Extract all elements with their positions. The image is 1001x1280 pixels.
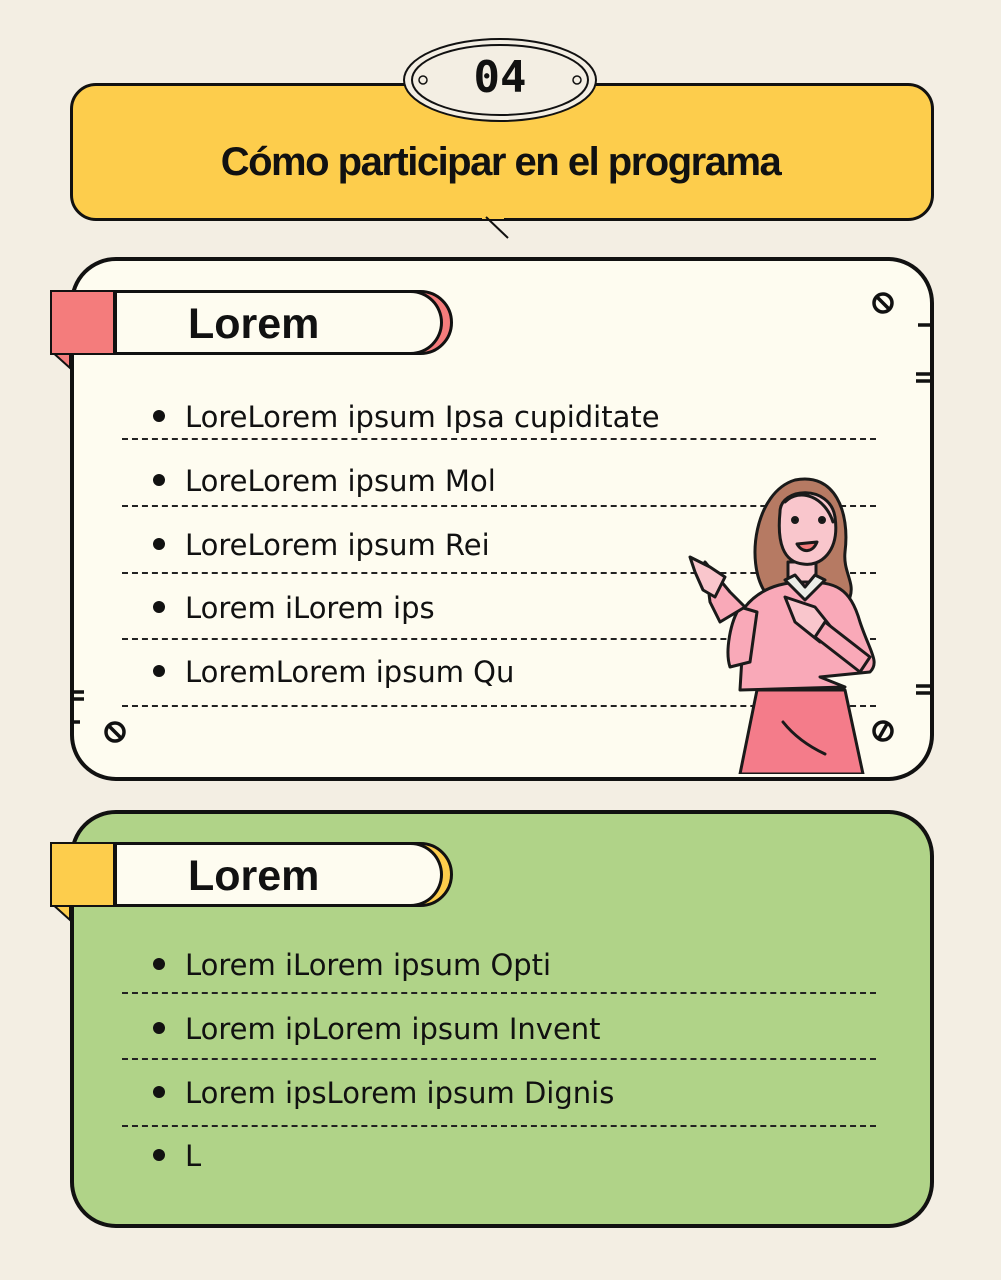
list-item: LoremLorem ipsum Qu xyxy=(153,652,514,692)
divider xyxy=(122,1058,876,1060)
page-title: Cómo participar en el programa xyxy=(220,140,781,184)
tab-marker xyxy=(50,842,115,907)
list-item: Lorem ipLorem ipsum Invent xyxy=(153,1009,601,1049)
list-item: Lorem iLorem ips xyxy=(153,588,435,628)
list-item: LoreLorem ipsum Rei xyxy=(153,525,490,565)
list-item: L xyxy=(153,1136,201,1176)
list-item: LoreLorem ipsum Ipsa cupiditate xyxy=(153,397,660,437)
divider xyxy=(122,992,876,994)
list-item: Lorem iLorem ipsum Opti xyxy=(153,945,551,985)
section-title-2: Lorem xyxy=(188,852,320,900)
section-title-1: Lorem xyxy=(188,300,320,348)
step-number: 04 xyxy=(473,52,527,103)
woman-pointing-illustration xyxy=(685,472,885,774)
list-item: LoreLorem ipsum Mol xyxy=(153,461,496,501)
divider xyxy=(122,1125,876,1127)
list-item: Lorem ipsLorem ipsum Dignis xyxy=(153,1073,614,1113)
